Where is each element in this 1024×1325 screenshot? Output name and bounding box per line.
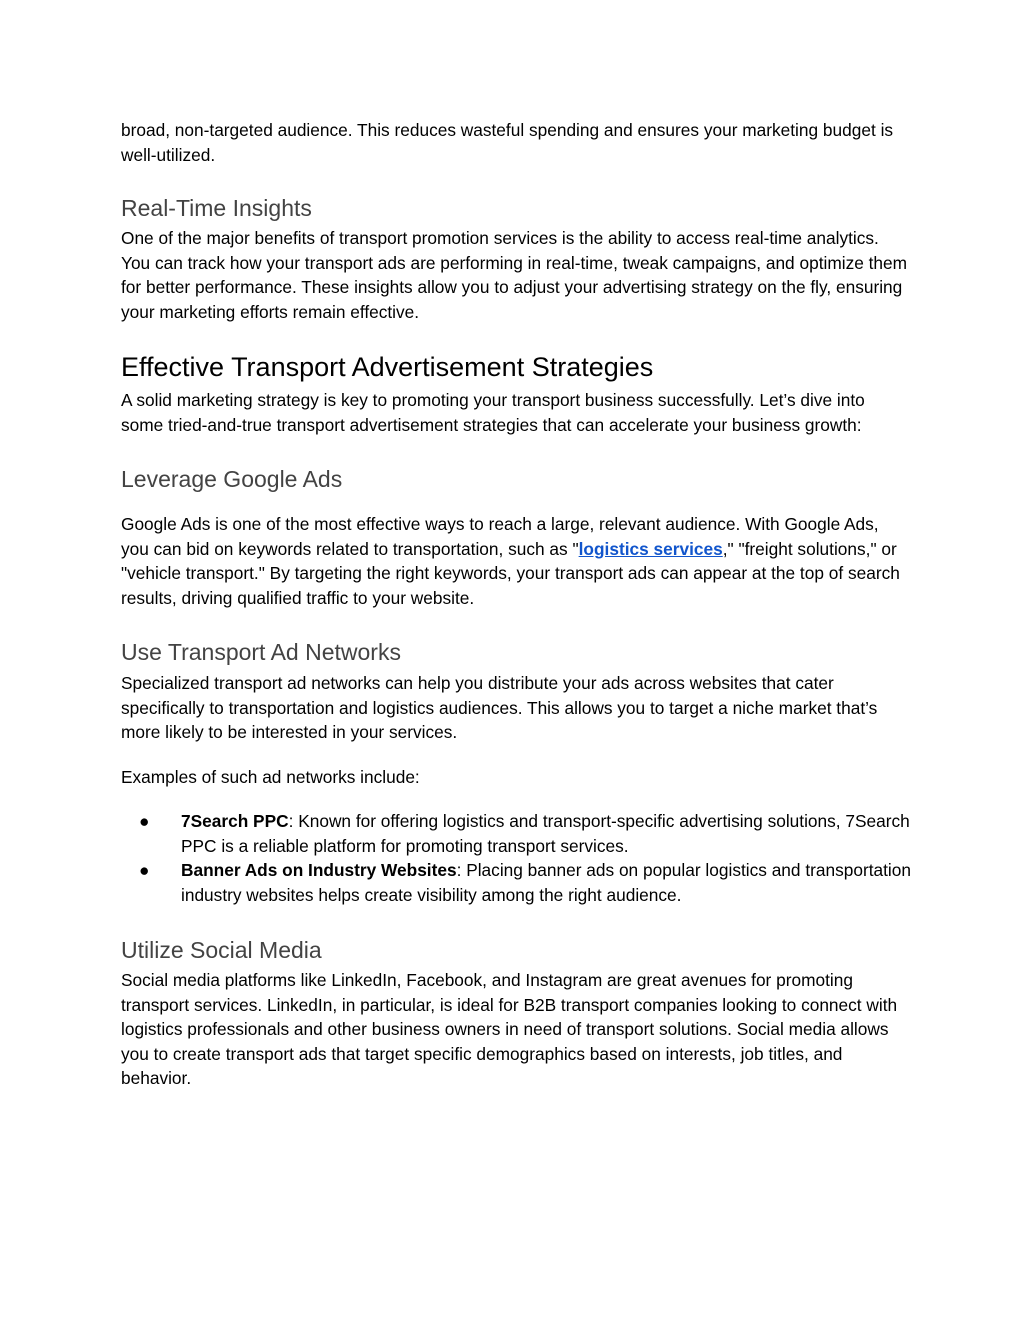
heading-effective-strategies: Effective Transport Advertisement Strategies — [121, 352, 654, 382]
heading-use-transport-ad-networks: Use Transport Ad Networks — [121, 639, 401, 665]
real-time-paragraph: One of the major benefits of transport promotion services is the ability to access real-time analytics. You can track how your transport ads are performing in real-time, tweak campaigns, and optimize them for better performance. These insights allow you to adjust your advertising strategy on the fly, ensuring your marketing efforts remain effective. — [121, 228, 908, 322]
heading-leverage-google-ads: Leverage Google Ads — [121, 466, 343, 492]
intro-paragraph: broad, non-targeted audience. This reduces wasteful spending and ensures your marketing budget is well-utilized. — [121, 120, 894, 165]
ad-networks-list — [121, 809, 911, 907]
list-item-title: 7Search PPC — [181, 811, 289, 831]
ad-networks-paragraph: Specialized transport ad networks can help you distribute your ads across websites that cater specifically to transportation and logistics audiences. This allows you to target a niche market that’s more likely to be interested in your services. — [121, 673, 878, 742]
list-item-text: : Placing banner ads on popular logistics and transportation industry websites helps create visibility among the right audience. — [181, 860, 911, 905]
list-item — [121, 809, 911, 858]
bullet-icon: ● — [139, 860, 150, 880]
bullet-icon: ● — [139, 811, 150, 831]
examples-intro: Examples of such ad networks include: — [121, 766, 420, 787]
social-media-paragraph: Social media platforms like LinkedIn, Facebook, and Instagram are great avenues for promoting transport services. LinkedIn, in particular, is ideal for B2B transport companies looking to connect with logistics professionals and other business owners in need of transport solutions. Social media allows you to create transport ads that target specific demographics based on interests, job titles, and behavior. — [121, 970, 898, 1088]
list-item — [121, 858, 911, 907]
list-item-text: : Known for offering logistics and transport-specific advertising solutions, 7Search PPC is a reliable platform for promoting transport services. — [181, 811, 910, 856]
list-item-title: Banner Ads on Industry Websites — [181, 860, 457, 880]
strategies-paragraph: A solid marketing strategy is key to promoting your transport business successfully. Let’s dive into some tried-and-true transport advertisement strategies that can accelerate your business growth: — [121, 390, 865, 435]
heading-real-time-insights: Real-Time Insights — [121, 195, 312, 221]
google-ads-paragraph — [121, 512, 911, 610]
logistics-services-link[interactable]: logistics services — [578, 538, 723, 559]
google-ads-text-before: Google Ads is one of the most effective ways to reach a large, relevant audience. With Google Ads, you can bid on keywords related to transportation, such as " — [121, 514, 879, 559]
heading-utilize-social-media: Utilize Social Media — [121, 937, 322, 963]
google-ads-text-after: ," "freight solutions," or "vehicle transport." By targeting the right keywords, your transport ads can appear at the top of search results, driving qualified traffic to your website. — [121, 538, 900, 608]
document-page — [121, 118, 911, 1091]
